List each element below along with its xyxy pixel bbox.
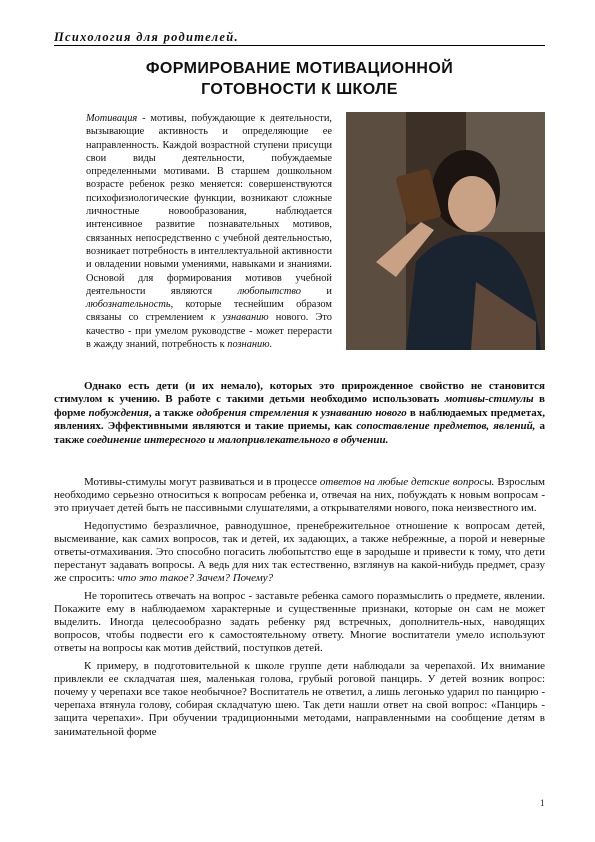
paragraph-4: К примеру, в подготовительной к школе группе дети наблюдали за черепахой. Их внимание привлекли ее складчатая шея, маленькая голова, грубый роговой панцирь. У детей возник вопрос: почему у черепахи все такое необычное? Воспитатель не ответил, а лишь легонько ударил по панцирю - черепаха втянула голову, собирая складчатую шею. Так дети нашли ответ на свой вопрос: «Панцирь - защита черепахи». При обучении традиционными методами, направленными на сообщение детям в занимательной форме <box>54 659 545 738</box>
boy-photo-image <box>346 112 545 350</box>
paragraph-3: Не торопитесь отвечать на вопрос - заставьте ребенка самого поразмыслить о предмете, явлении. Покажите ему в наблюдаемом характерные и существенные признаки, которые он сам не может выделить. Иногда целесообразно задать ребенку ряд встречных, дополнитель-ных, наводящих вопросов, чтобы подвести его к самостоятельному ответу. Многие воспитатели умело используют ответы на вопросы как мотив действий, поступков детей. <box>54 589 545 655</box>
intro-paragraph: Мотивация - мотивы, побуждающие к деятельности, вызывающие активность и определяющие ее направленность. Каждой возрастной ступени присущи свои виды деятельности, побуждаемые определенными мотивами. В старшем дошкольном возрасте ребенок резко меняется: совершенствуются психофизиологические функции, возникают сложные личностные новообразования, наблюдается интенсивное развитие познавательных мотивов, связанных непосредственно с учебной деятельностью, возникает потребность в интеллектуальной активности и овладении новыми умениями, навыками и знаниями. Основой для формирования мотивов учебной деятельности являются любопытство и любознательность, которые теснейшим образом связаны со стремлением к узнаванию нового. Это качество - при умелом руководстве - может перерасти в жажду знаний, потребность к познанию. <box>86 113 332 351</box>
paragraph-2: Недопустимо безразличное, равнодушное, пренебрежительное отношение к вопросам детей, высмеивание, как самих вопросов, так и детей, их задающих, а также небрежные, а порой и неверные ответы-отмахивания. Это способно погасить любопытство еще в зародыше и привести к тому, что дети перестанут задавать вопросы. А ведь для них так естественно, взглянув на какой-нибудь предмет, сразу же спросить: что это такое? Зачем? Почему? <box>54 519 545 585</box>
page-number: 1 <box>540 798 545 808</box>
body-paragraphs <box>54 476 545 739</box>
title-line-1: ФОРМИРОВАНИЕ МОТИВАЦИОННОЙ <box>145 60 454 77</box>
boy-photo <box>346 112 545 350</box>
header-rule <box>54 45 545 46</box>
bold-paragraph: Однако есть дети (и их немало), которых это прирожденное свойство не становится стимулом к учению. В работе с такими детьми необходимо использовать мотивы-стимулы в форме побуждения, а также одобрения стремления к узнаванию нового в наблюдаемых предметах, явлениях. Эффективными являются и такие приемы, как сопоставление предметов, явлений, а также соединение интересного и малопривлекательного в обучении. <box>54 380 545 446</box>
running-header: Психология для родителей. <box>54 30 239 44</box>
paragraph-1: Мотивы-стимулы могут развиваться и в процессе ответов на любые детские вопросы. Взрослым необходимо серьезно относиться к вопросам ребенка и, отвечая на них, побуждать к новым вопросам - это приучает детей быть не пассивными слушателями, а открывателями нового, пока неизвестного им. <box>54 476 545 515</box>
title-line-2: ГОТОВНОСТИ К ШКОЛЕ <box>201 81 398 98</box>
intro-term: Мотивация <box>86 113 138 124</box>
